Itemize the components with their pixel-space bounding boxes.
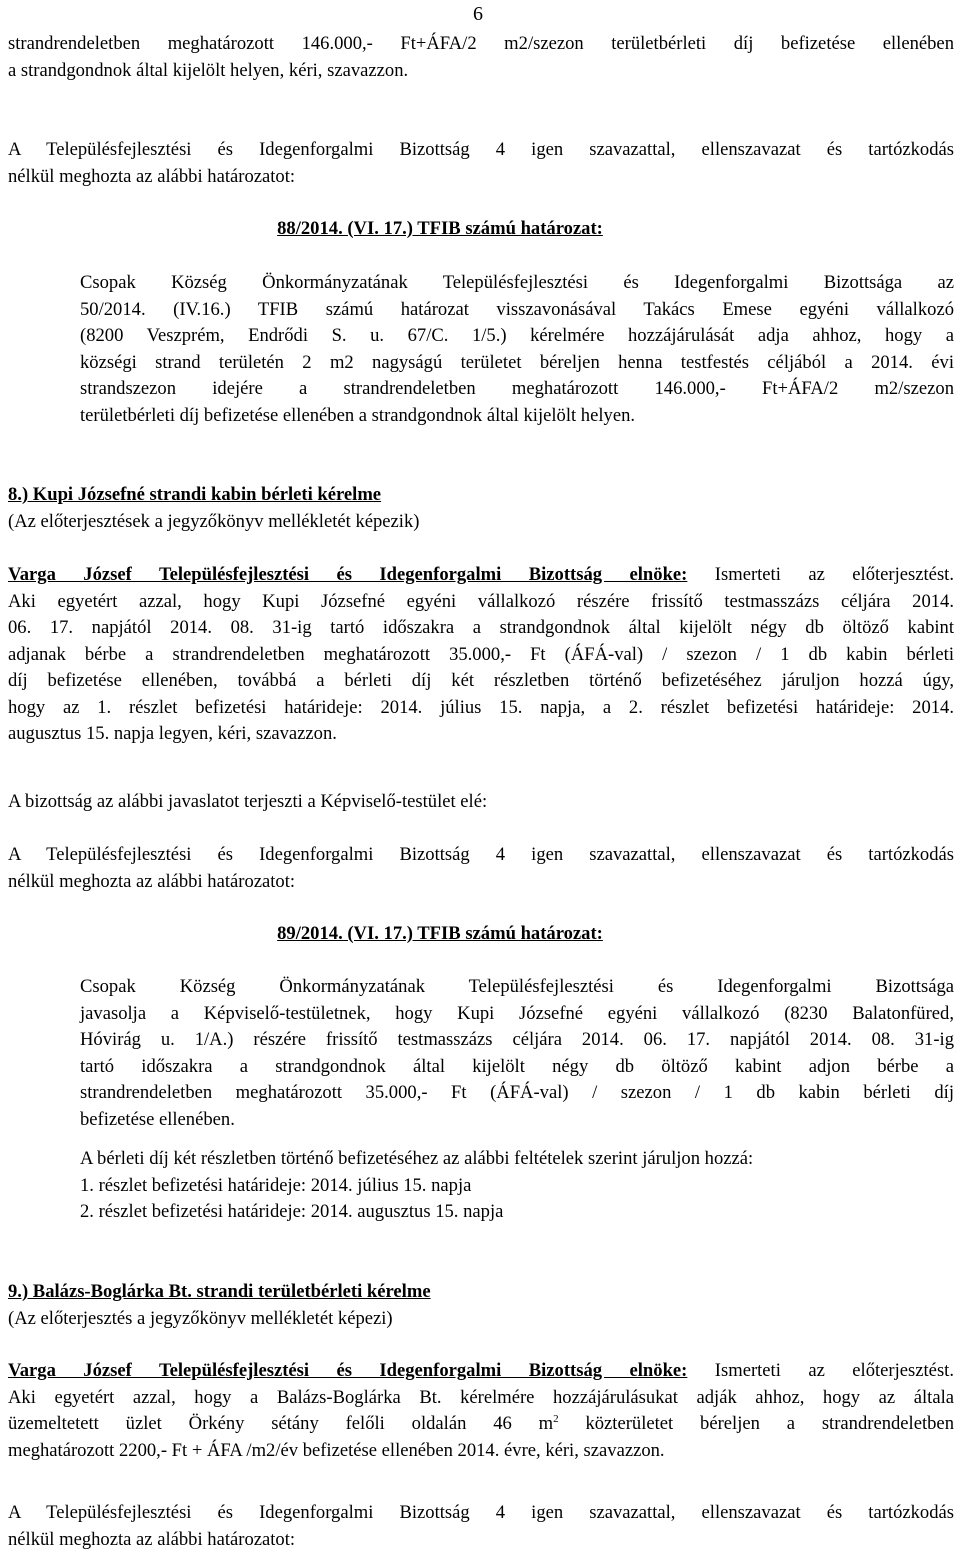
- intro-paragraph: [8, 31, 954, 84]
- item-9-line-1: Aki egyetért azzal, hogy a Balázs-Boglárka Bt. kérelmére hozzájárulásukat adják ahhoz, hogy az általa: [8, 1386, 954, 1408]
- res88-line-5: strandszezon idejére a strandrendeletben meghatározott 146.000,- Ft+ÁFA/2 m2/szezon: [80, 378, 954, 399]
- item-8-line-1: Aki egyetért azzal, hogy Kupi Józsefné egyéni vállalkozó részére frissítő testmasszázs céljára 2014.: [8, 590, 954, 612]
- installment-1: 1. részlet befizetési határideje: 2014. július 15. napja: [80, 1174, 472, 1196]
- resolution-88-body: [80, 270, 954, 429]
- item-8-line-4: díj befizetése ellenében, továbbá a bérleti díj két részletben történő befizetéséhez járuljon hozzá úgy,: [8, 670, 954, 691]
- item-8-proposal: A bizottság az alábbi javaslatot terjeszti a Képviselő-testület elé:: [8, 791, 488, 812]
- item-8-line-2: 06. 17. napjától 2014. 08. 31-ig tartó időszakra a strandgondnok által kijelölt négy db öltöző kabint: [8, 617, 954, 638]
- vote1-line-1: A Településfejlesztési és Idegenforgalmi Bizottság 4 igen szavazattal, ellenszavazat és tartózkodás: [8, 139, 954, 160]
- item-9-superscript: 2: [553, 1412, 559, 1425]
- item-8-speaker-rest: Ismerteti az előterjesztést.: [687, 564, 954, 585]
- item-9-paragraph: [8, 1358, 954, 1464]
- res88-line-4: községi strand területén 2 m2 nagyságú területet béreljen henna testfestés céljából a 2014. évi: [80, 351, 954, 373]
- resolution-88-title: 88/2014. (VI. 17.) TFIB számú határozat:: [277, 218, 603, 239]
- res88-line-6: területbérleti díj befizetése ellenében a strandgondnok által kijelölt helyen.: [80, 404, 636, 426]
- item-8-speaker: Varga József Településfejlesztési és Idegenforgalmi Bizottság elnöke:: [8, 564, 688, 585]
- item-9-speaker: Varga József Településfejlesztési és Idegenforgalmi Bizottság elnöke:: [8, 1360, 688, 1381]
- item-8-heading: 8.) Kupi Józsefné strandi kabin bérleti kérelme: [8, 484, 382, 505]
- item-8-subheading: (Az előterjesztések a jegyzőkönyv mellékletét képezik): [8, 510, 420, 532]
- item-9-line-2-pre: üzemeltetett üzlet Örkény sétány felőli oldalán 46 m: [8, 1413, 554, 1434]
- intro-line-2: a strandgondnok által kijelölt helyen, kéri, szavazzon.: [8, 59, 409, 81]
- item-9-line-2: [8, 1411, 954, 1438]
- vote2-line-2: nélkül meghozta az alábbi határozatot:: [8, 870, 296, 892]
- res89-line-1: Csopak Község Önkormányzatának Településfejlesztési és Idegenforgalmi Bizottsága: [80, 976, 954, 997]
- vote-paragraph-2: [8, 842, 954, 895]
- vote3-line-1: A Településfejlesztési és Idegenforgalmi Bizottság 4 igen szavazattal, ellenszavazat és tartózkodás: [8, 1502, 954, 1523]
- vote2-line-1: A Településfejlesztési és Idegenforgalmi Bizottság 4 igen szavazattal, ellenszavazat és tartózkodás: [8, 844, 954, 865]
- res88-line-3: (8200 Veszprém, Endrődi S. u. 67/C. 1/5.) kérelmére hozzájárulását adja ahhoz, hogy a: [80, 325, 954, 346]
- resolution-89-body: [80, 974, 954, 1133]
- vote-paragraph-1: [8, 137, 954, 190]
- res89-line-3: Hóvirág u. 1/A.) részére frissítő testmasszázs céljára 2014. 06. 17. napjától 2014. 08. 31-ig: [80, 1029, 954, 1050]
- res89-line-2: javasolja a Képviselő-testületnek, hogy Kupi Józsefné egyéni vállalkozó (8230 Balatonfüred,: [80, 1002, 954, 1024]
- installments-intro: A bérleti díj két részletben történő befizetéséhez az alábbi feltételek szerint járuljon hozzá:: [80, 1148, 754, 1169]
- res88-line-2: 50/2014. (IV.16.) TFIB számú határozat visszavonásával Takács Emese egyéni vállalkozó: [80, 298, 954, 320]
- item-9-subheading: (Az előterjesztés a jegyzőkönyv mellékletét képezi): [8, 1307, 393, 1329]
- item-9-heading-block: [8, 1279, 954, 1332]
- installment-2: 2. részlet befizetési határideje: 2014. augusztus 15. napja: [80, 1201, 504, 1222]
- item-8-line-5: hogy az 1. részlet befizetési határideje: 2014. július 15. napja, a 2. részlet befizetési határideje: 2014.: [8, 696, 954, 718]
- item-9-speaker-rest: Ismerteti az előterjesztést.: [687, 1360, 954, 1381]
- item-9-line-2-post: közterületet béreljen a strandrendeletben: [558, 1413, 954, 1434]
- item-8-line-6: augusztus 15. napja legyen, kéri, szavazzon.: [8, 723, 337, 744]
- resolution-89-title: 89/2014. (VI. 17.) TFIB számú határozat:: [277, 923, 603, 944]
- item-8-paragraph: [8, 562, 954, 748]
- item-8-line-3: adjanak bérbe a strandrendeletben meghatározott 35.000,- Ft (ÁFÁ-val) / szezon / 1 db kabin bérleti: [8, 643, 954, 665]
- item-9-line-3: meghatározott 2200,- Ft + ÁFA /m2/év befizetése ellenében 2014. évre, kéri, szavazzon.: [8, 1439, 665, 1461]
- item-8-heading-block: [8, 482, 954, 535]
- item-9-speaker-line: [8, 1358, 954, 1385]
- vote3-line-2: nélkül meghozta az alábbi határozatot:: [8, 1528, 296, 1550]
- vote1-line-2: nélkül meghozta az alábbi határozatot:: [8, 165, 296, 187]
- intro-line-1: strandrendeletben meghatározott 146.000,- Ft+ÁFA/2 m2/szezon területbérleti díj befizetése ellenében: [8, 33, 954, 54]
- page-number: 6: [473, 3, 483, 25]
- vote-paragraph-3: [8, 1500, 954, 1553]
- res89-line-4: tartó időszakra a strandgondnok által kijelölt négy db öltöző kabint adjon bérbe a: [80, 1055, 954, 1077]
- res89-line-5: strandrendeletben meghatározott 35.000,- Ft (ÁFÁ-val) / szezon / 1 db kabin bérleti díj: [80, 1082, 954, 1103]
- res88-line-1: Csopak Község Önkormányzatának Településfejlesztési és Idegenforgalmi Bizottsága az: [80, 272, 954, 293]
- item-8-speaker-line: [8, 562, 954, 589]
- res89-line-6: befizetése ellenében.: [80, 1108, 235, 1130]
- item-9-heading: 9.) Balázs-Boglárka Bt. strandi területbérleti kérelme: [8, 1281, 431, 1302]
- installments-block: [80, 1146, 954, 1226]
